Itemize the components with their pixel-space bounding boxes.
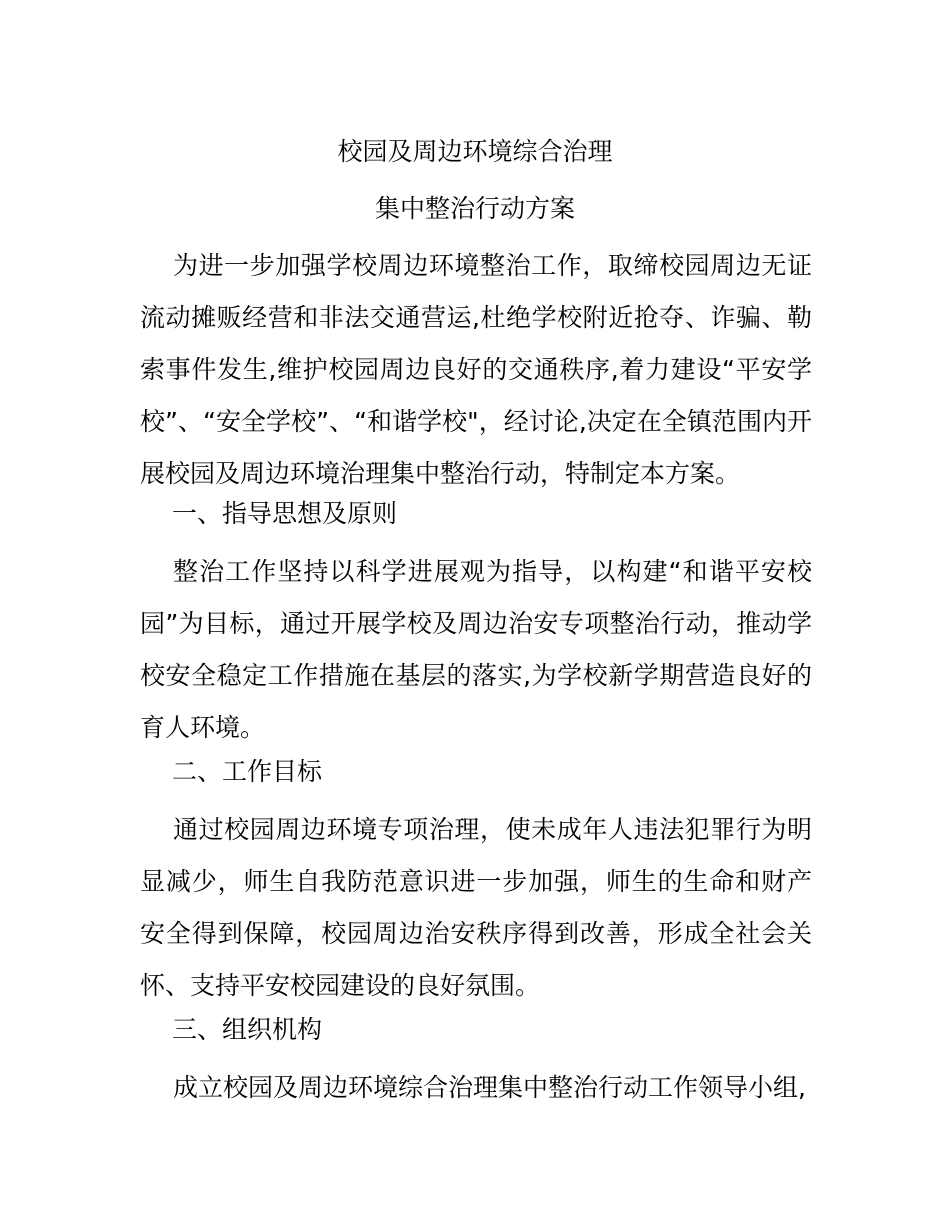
section-heading-guiding-principles: 一、指导思想及原则 <box>172 499 398 528</box>
section-paragraph-guiding-principles: 整治工作坚持以科学进展观为指导，以构建“和谐平安校园”为目标，通过开展学校及周边治安专项整治行动，推动学校安全稳定工作措施在基层的落实,为学校新学期营造良好的育人环境。 <box>140 557 812 742</box>
document-title-line-1: 校园及周边环境综合治理 <box>337 137 613 166</box>
section-paragraph-work-goals: 通过校园周边环境专项治理，使未成年人违法犯罪行为明显减少，师生自我防范意识进一步加强，师生的生命和财产安全得到保障，校园周边治安秩序得到改善，形成全社会关怀、支持平安校园建设的良好氛围。 <box>140 815 812 1000</box>
section-paragraph-organization: 成立校园及周边环境综合治理集中整治行动工作领导小组, <box>173 1073 806 1102</box>
section-heading-work-goals: 二、工作目标 <box>172 757 323 786</box>
section-heading-organization: 三、组织机构 <box>172 1015 323 1044</box>
document-title-line-2: 集中整治行动方案 <box>374 194 575 223</box>
intro-paragraph: 为进一步加强学校周边环境整治工作，取缔校园周边无证流动摊贩经营和非法交通营运,杜绝学校附近抢夺、诈骗、勒索事件发生,维护校园周边良好的交通秩序,着力建设“平安学校”、“安全学校”、“和谐学校"，经讨论,决定在全镇范围内开展校园及周边环境治理集中整治行动，特制定本方案。 <box>140 251 812 488</box>
